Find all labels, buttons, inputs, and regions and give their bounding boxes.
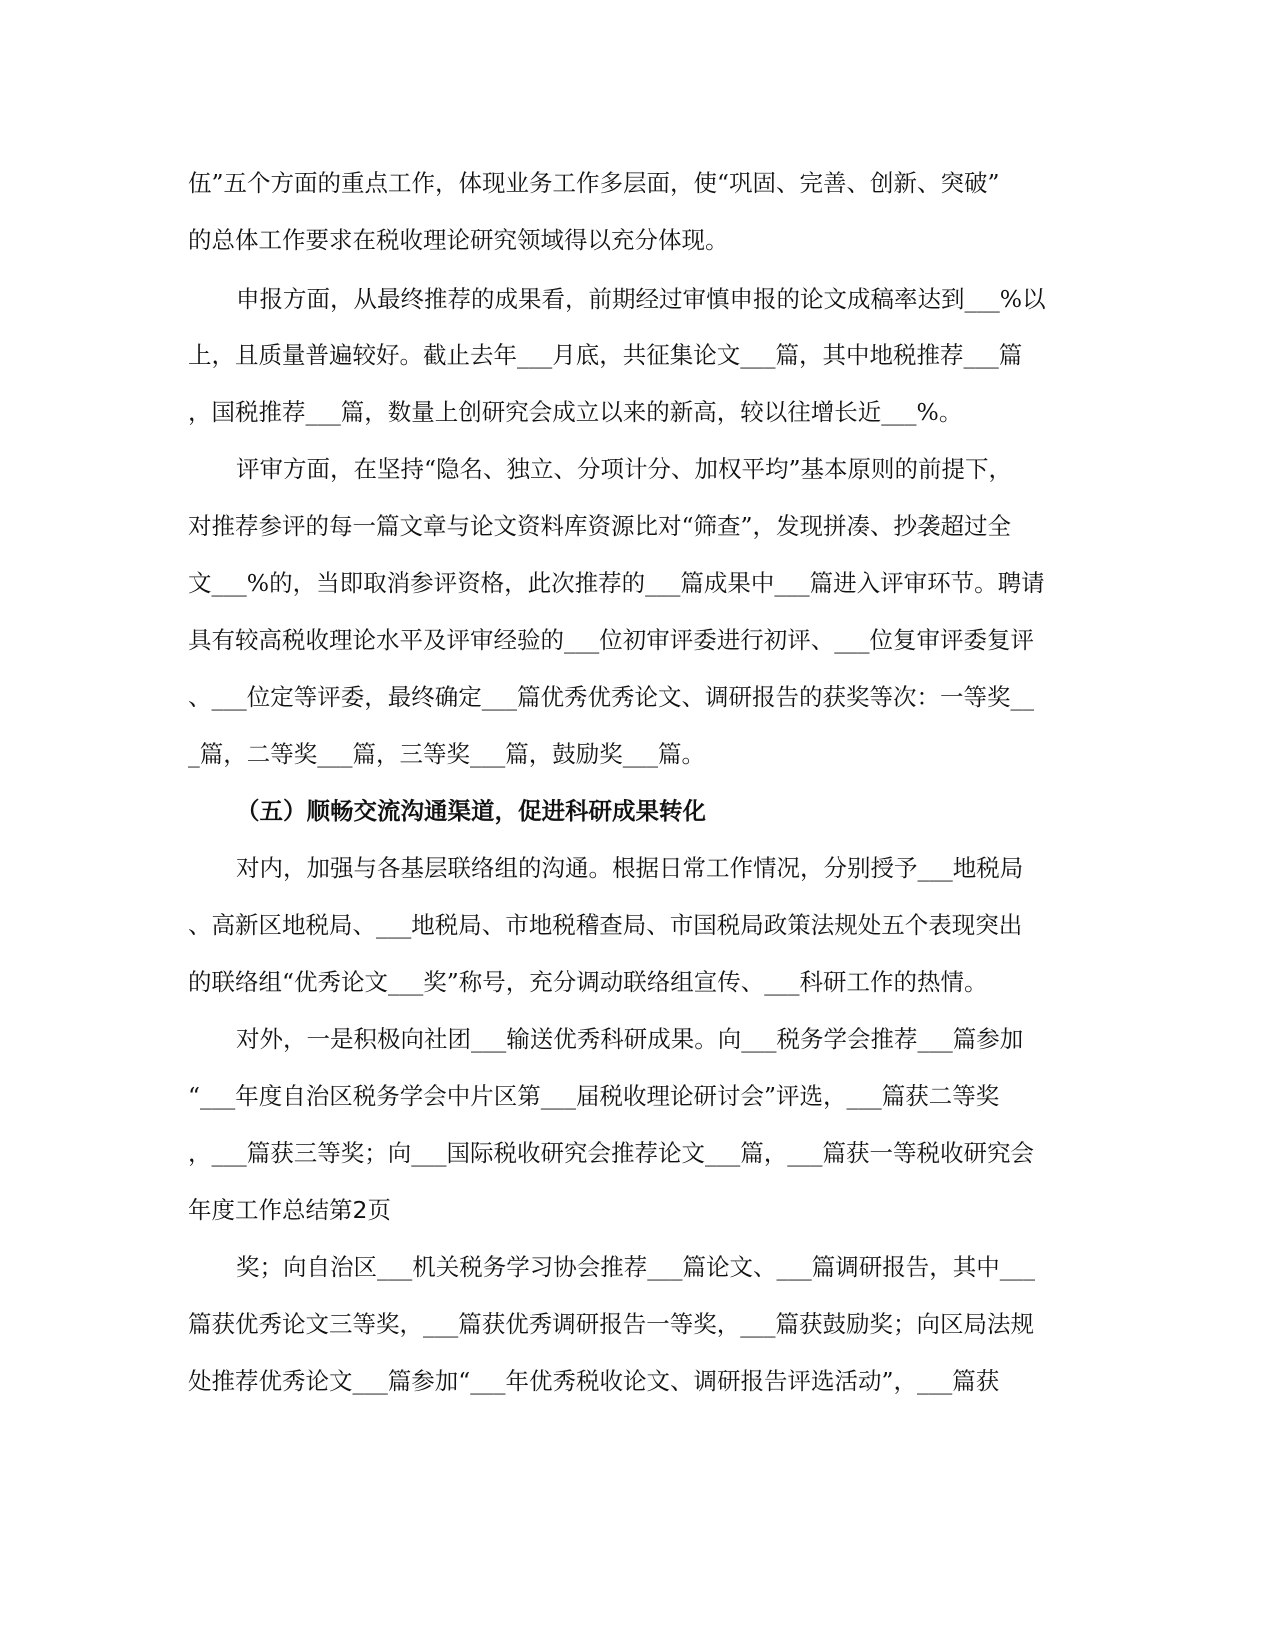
text-line-18: ，___篇获三等奖；向___国际税收研究会推荐论文___篇，___篇获一等税收研究会	[188, 1139, 1034, 1167]
page-footer-text: 年度工作总结第2页	[188, 1196, 391, 1224]
text-line-1: 伍”五个方面的重点工作，体现业务工作多层面，使“巩固、完善、创新、突破”	[188, 169, 1000, 197]
text-line-8: 文___%的，当即取消参评资格，此次推荐的___篇成果中___篇进入评审环节。聘请	[188, 569, 1045, 597]
text-line-10: 、___位定等评委，最终确定___篇优秀优秀论文、调研报告的获奖等次：一等奖__	[188, 683, 1034, 711]
section-heading: （五）顺畅交流沟通渠道，促进科研成果转化	[236, 797, 706, 825]
text-line-11: _篇，二等奖___篇，三等奖___篇，鼓励奖___篇。	[188, 740, 705, 768]
text-line-14: 、高新区地税局、___地税局、市地税稽查局、市国税局政策法规处五个表现突出	[188, 911, 1023, 939]
text-line-17: “___年度自治区税务学会中片区第___届税收理论研讨会”评选，___篇获二等奖	[188, 1082, 1000, 1110]
text-line-2: 的总体工作要求在税收理论研究领域得以充分体现。	[188, 226, 729, 254]
text-line-21: 篇获优秀论文三等奖，___篇获优秀调研报告一等奖，___篇获鼓励奖；向区局法规	[188, 1310, 1034, 1338]
text-line-15: 的联络组“优秀论文___奖”称号，充分调动联络组宣传、___科研工作的热情。	[188, 968, 988, 996]
text-line-9: 具有较高税收理论水平及评审经验的___位初审评委进行初评、___位复审评委复评	[188, 626, 1034, 654]
text-line-3: 申报方面，从最终推荐的成果看，前期经过审慎申报的论文成稿率达到___%以	[236, 285, 1046, 313]
text-line-20: 奖；向自治区___机关税务学习协会推荐___篇论文、___篇调研报告，其中___	[236, 1253, 1035, 1281]
text-line-22: 处推荐优秀论文___篇参加“___年优秀税收论文、调研报告评选活动”，___篇获	[188, 1367, 1000, 1395]
text-line-7: 对推荐参评的每一篇文章与论文资料库资源比对“筛查”，发现拼凑、抄袭超过全	[188, 512, 1012, 540]
text-line-13: 对内，加强与各基层联络组的沟通。根据日常工作情况，分别授予___地税局	[236, 854, 1024, 882]
text-line-16: 对外，一是积极向社团___输送优秀科研成果。向___税务学会推荐___篇参加	[236, 1025, 1024, 1053]
text-line-6: 评审方面，在坚持“隐名、独立、分项计分、加权平均”基本原则的前提下，	[236, 455, 1013, 483]
text-line-4: 上，且质量普遍较好。截止去年___月底，共征集论文___篇，其中地税推荐___篇	[188, 341, 1023, 369]
text-line-5: ，国税推荐___篇，数量上创研究会成立以来的新高，较以往增长近___%。	[188, 398, 963, 426]
